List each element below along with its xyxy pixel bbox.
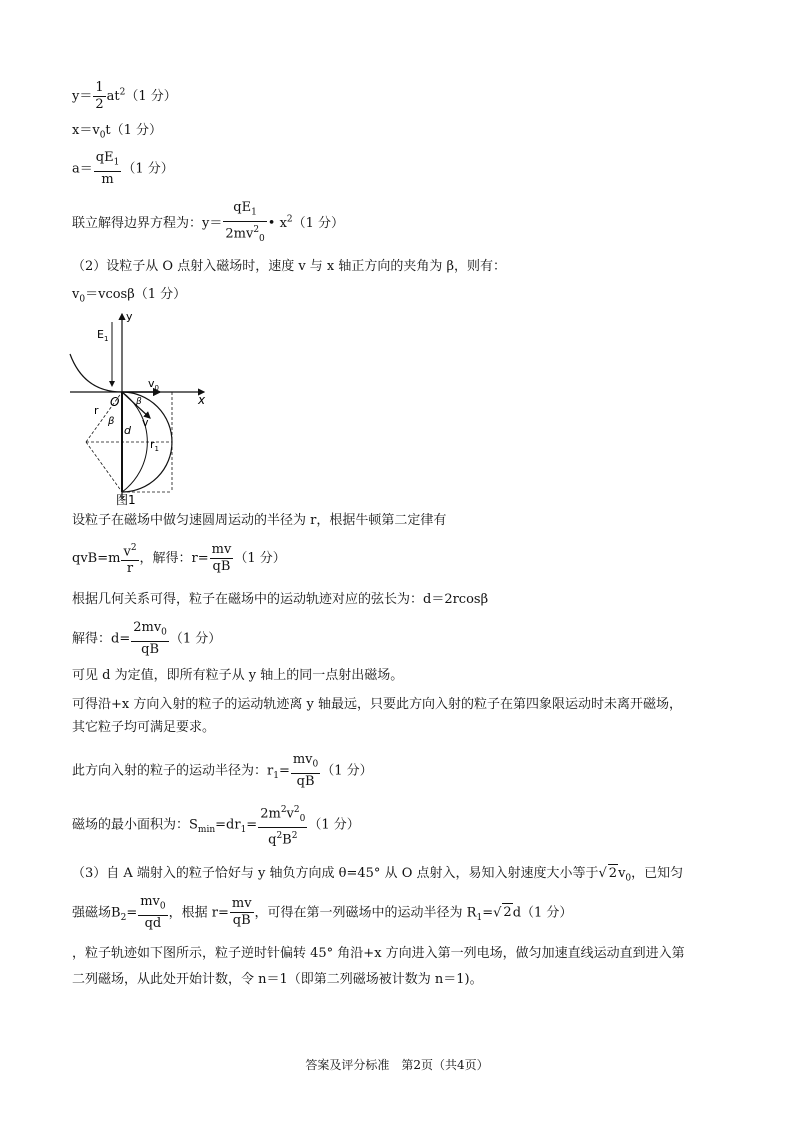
label-beta-left: β (108, 416, 115, 427)
figure-1 (64, 308, 214, 506)
chord-relation: 根据几何关系可得，粒子在磁场中的运动轨迹对应的弦长为：d＝2rcosβ (72, 592, 489, 607)
part3-intro: （3）自 A 端射入的粒子恰好与 y 轴负方向成 θ=45° 从 O 点射入，易知入射速度大小等于√ $2v_0$，已知匀 (72, 866, 684, 884)
eq-r1: 此方向入射的粒子的运动半径为：$r_1=$ $\frac{mv_0}{qB}$ （1 分） (72, 752, 373, 789)
conclusion-2: 可得沿+x 方向入射的粒子的运动轨迹离 y 轴最远，只要此方向入射的粒子在第四象限运动时未离开磁场， (72, 697, 682, 712)
newton-intro: 设粒子在磁场中做匀速圆周运动的半径为 r，根据牛顿第二定律有 (72, 513, 447, 528)
eq-x-displacement: $x=v_0t(1$ 分） (72, 123, 163, 141)
eq-y-displacement: y＝ $\frac{1}{2}$ $at^2(1$ 分） (72, 80, 177, 112)
label-v0: $v_0$ (148, 377, 159, 392)
boundary-curve (70, 354, 122, 392)
eq-v0: $v_0=vcos\beta(1$ 分） (72, 287, 187, 305)
trajectory-desc-1: ，粒子轨迹如下图所示，粒子逆时针偏转 45° 角沿+x 方向进入第一列电场，做匀加速直线运动直到进入第 (72, 946, 685, 961)
part2-intro: （2）设粒子从 O 点射入磁场时，速度 v 与 x 轴正方向的夹角为 β，则有： (72, 259, 507, 274)
page-footer: 答案及评分标准 第2页（共4页） (305, 1058, 489, 1072)
eq-boundary: 联立解得边界方程为：y＝ $\frac{qE_1}{2mv^2_0}$ • $x^2(1$ 分） (72, 200, 345, 244)
label-x: x (198, 393, 206, 407)
eq-min-area: 磁场的最小面积为：$S_{min}=dr_1=$ $\frac{2m^2v^2_0}{q^2B^2}$ （1 分） (72, 802, 360, 848)
trajectory-desc-2: 二列磁场，从此处开始计数，令 n＝1（即第二列磁场被计数为 n＝1)。 (72, 972, 483, 987)
label-y: y (126, 310, 133, 323)
label-beta-right: β (136, 397, 142, 407)
eq-b2-radius: 强磁场$B_2=$ $\frac{mv_0}{qd}$ ，根据 r= $\frac{mv}{qB}$ ，可得在第一列磁场中的运动半径为 $R_1=√$ 2d（1 分） (72, 894, 573, 931)
label-d: d (124, 424, 131, 437)
label-origin: O (110, 395, 120, 409)
conclusion-3: 其它粒子均可满足要求。 (72, 720, 216, 735)
label-r: r (94, 404, 99, 417)
label-r1: $r_1$ (150, 438, 159, 453)
eq-acceleration: a＝ $\frac{qE_1}{m}$ （1 分） (72, 150, 174, 187)
eq-newton: qvB=m $\frac{v^2}{r}$ ，解得：r= $\frac{mv}{qB}$ （1 分） (72, 540, 286, 577)
label-v: v (142, 416, 149, 429)
conclusion-1: 可见 d 为定值，即所有粒子从 y 轴上的同一点射出磁场。 (72, 668, 404, 683)
figure-caption: 图1 (116, 493, 136, 506)
label-e1: $E_1$ (97, 328, 109, 343)
eq-chord: 解得：d= $\frac{2mv_0}{qB}$ （1 分） (72, 620, 222, 657)
fraction: $\frac{1}{2}$ (95, 80, 104, 112)
